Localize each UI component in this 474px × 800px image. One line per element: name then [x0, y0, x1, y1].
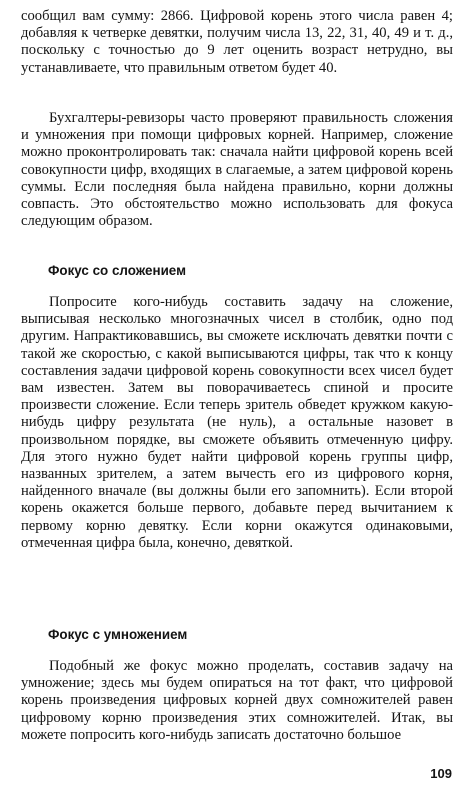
- paragraph-auditors: Бухгалтеры-ревизоры часто проверяют правильность сложения и умножения при помощи цифровых корней. Например, сложение можно проконтролировать так: сначала найти цифровой корень всей совокупности цифр, входящих в слагаемые, а затем цифровой корень суммы. Если последняя была найдена правильно, корни должны совпасть. Это обстоятельство можно использовать для фокуса следующим образом.: [21, 110, 453, 230]
- paragraph-addition-trick: Попросите кого-нибудь составить задачу на сложение, выписывая несколько многозначных чисел в столбик, одно под другим. Напрактиковавшись, вы сможете исключать девятки почти с такой же скоростью, с какой выписываются цифры, так что к концу составления задачи цифровой корень совокупности всех чисел будет вам известен. Затем вы поворачиваетесь спиной и просите произвести сложение. Если теперь зритель обведет кружком какую-нибудь цифру результата (не нуль), а остальные назовет в произвольном порядке, вы сможете объявить отмеченную цифру. Для этого нужно будет найти цифровой корень группы цифр, названных зрителем, а затем вычесть его из цифрового корня, найденного вначале (вы должны были его запомнить). Если второй корень окажется больше первого, добавьте перед вычитанием к первому корню девятку. Если корни окажутся одинаковыми, отмеченная цифра была, конечно, девяткой.: [21, 294, 453, 551]
- page-number: 109: [430, 766, 452, 781]
- paragraph-multiplication-trick: Подобный же фокус можно проделать, составив задачу на умножение; здесь мы будем опираться на тот факт, что цифровой корень произведения цифровых корней двух сомножителей равен цифровому корню произведения этих сомножителей. Итак, вы можете попросить кого-нибудь записать достаточно большое: [21, 658, 453, 743]
- section-heading-multiplication: Фокус с умножением: [48, 627, 188, 642]
- section-heading-addition: Фокус со сложением: [48, 263, 186, 278]
- paragraph-continuation: сообщил вам сумму: 2866. Цифровой корень этого числа равен 4; добавляя к четверке девятки, получим числа 13, 22, 31, 40, 49 и т. д., поскольку с точностью до 9 лет оценить возраст нетрудно, вы устанавливаете, что правильным ответом будет 40.: [21, 8, 453, 76]
